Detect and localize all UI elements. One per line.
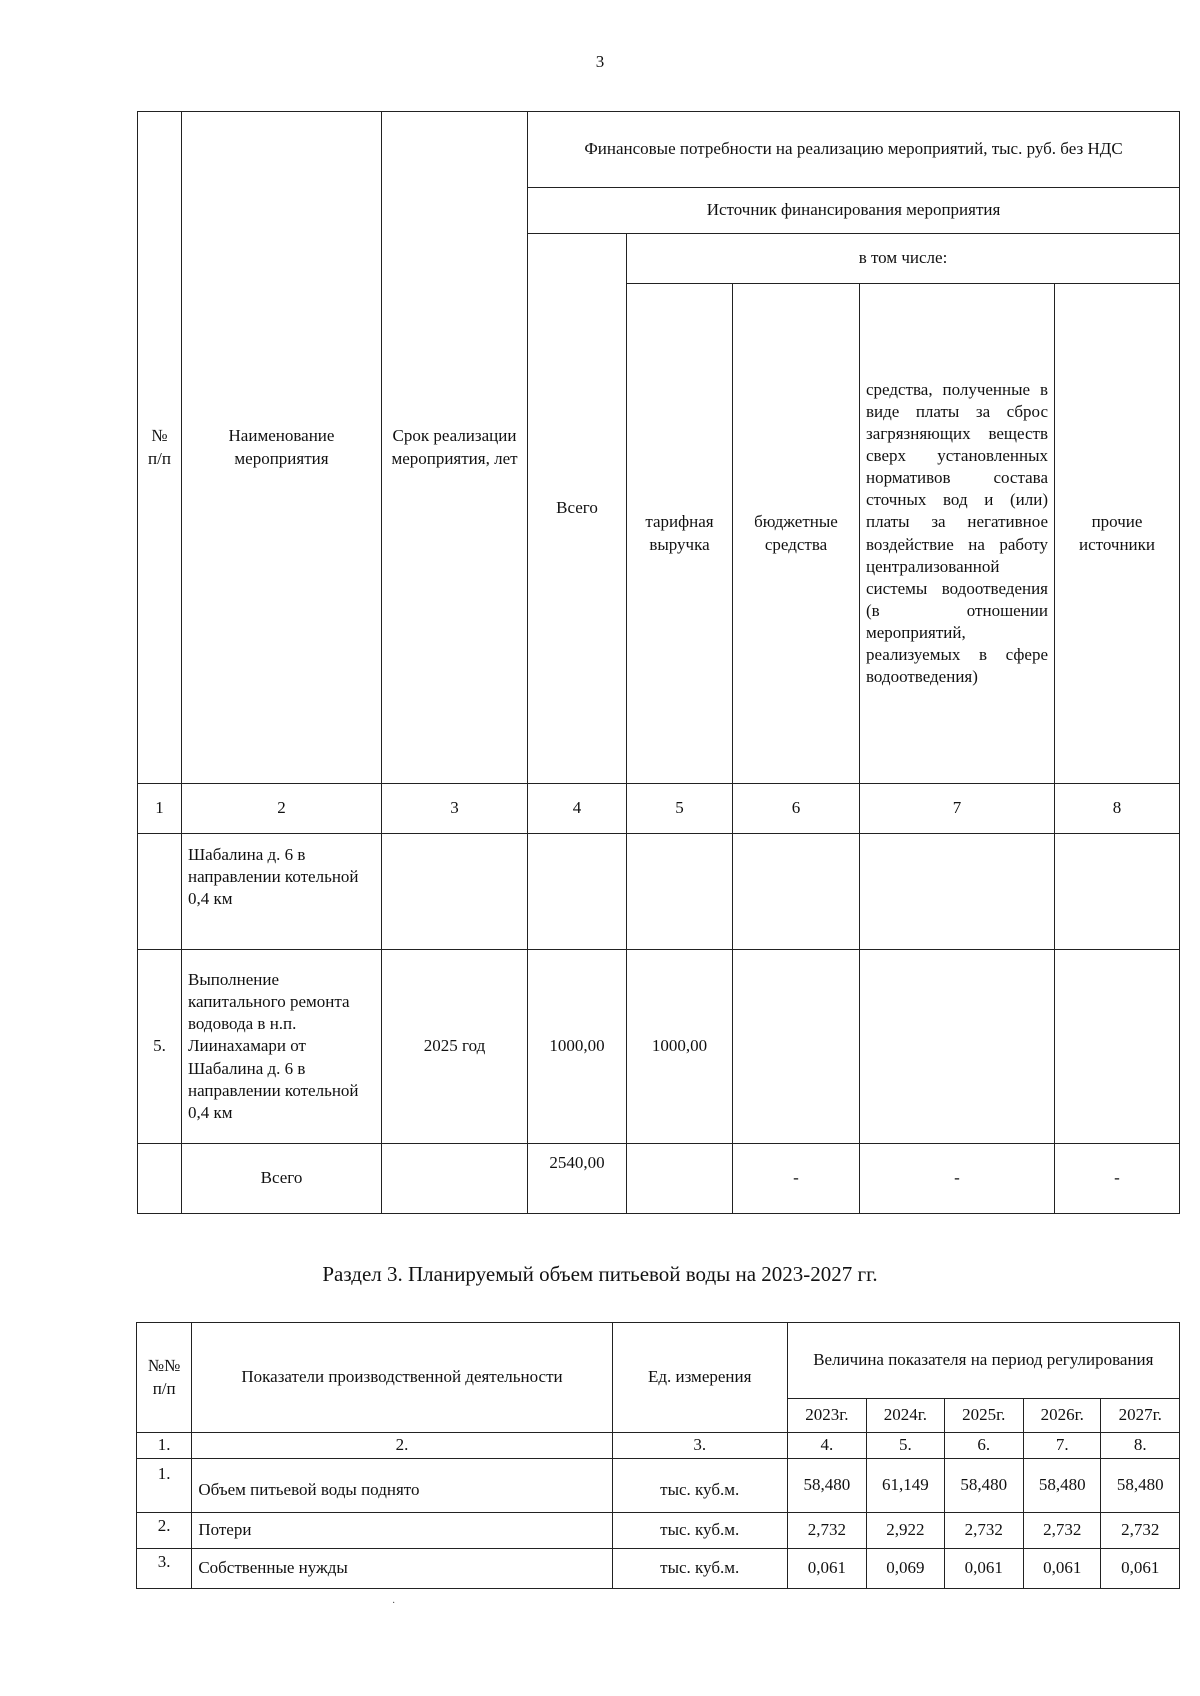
header-name: Наименование мероприятия <box>182 112 382 784</box>
row-name: Выполнение капитального ремонта водовода в н.п. Лиинахамари от Шабалина д. 6 в направлении котельной 0,4 км <box>182 950 382 1144</box>
total-other: - <box>1055 1144 1180 1214</box>
row-term <box>382 834 528 950</box>
row-budget <box>733 834 860 950</box>
t2-header-num: №№ п/п <box>137 1323 192 1433</box>
t2-row-value: 2,732 <box>1101 1513 1180 1549</box>
t2-year: 2027г. <box>1101 1399 1180 1433</box>
row-fees <box>860 950 1055 1144</box>
table-row <box>137 1549 1180 1589</box>
t2-row-value: 2,922 <box>867 1513 944 1549</box>
t2-row-name: Собственные нужды <box>192 1549 612 1589</box>
col-number: 8 <box>1055 784 1180 834</box>
t2-row-value: 58,480 <box>1024 1459 1101 1513</box>
col-number: 1 <box>138 784 182 834</box>
t2-row-value: 0,061 <box>944 1549 1023 1589</box>
t2-col-number: 3. <box>612 1433 787 1459</box>
col-number: 4 <box>528 784 627 834</box>
page-number: 3 <box>595 52 605 71</box>
t2-header-unit: Ед. измерения <box>612 1323 787 1433</box>
t2-col-number: 2. <box>192 1433 612 1459</box>
t2-year: 2024г. <box>867 1399 944 1433</box>
t2-row-value: 61,149 <box>867 1459 944 1513</box>
water-volume-table <box>136 1322 1180 1589</box>
t2-col-number: 8. <box>1101 1433 1180 1459</box>
t2-row-value: 58,480 <box>1101 1459 1180 1513</box>
t2-row-value: 58,480 <box>787 1459 866 1513</box>
section-title: Раздел 3. Планируемый объем питьевой воды на 2023-2027 гг. <box>322 1262 878 1286</box>
t2-row-num: 2. <box>137 1513 192 1549</box>
header-total: Всего <box>528 234 627 784</box>
t2-row-value: 58,480 <box>944 1459 1023 1513</box>
t2-col-number: 6. <box>944 1433 1023 1459</box>
t2-col-number: 4. <box>787 1433 866 1459</box>
t2-row-name: Объем питьевой воды поднято <box>192 1459 612 1513</box>
t2-year: 2026г. <box>1024 1399 1101 1433</box>
finance-table <box>137 111 1180 1214</box>
t2-col-number: 5. <box>867 1433 944 1459</box>
t2-header-value: Величина показателя на период регулирования <box>787 1323 1179 1399</box>
t2-row-value: 0,061 <box>787 1549 866 1589</box>
table-row <box>137 1513 1180 1549</box>
t2-row-unit: тыс. куб.м. <box>612 1459 787 1513</box>
total-label: Всего <box>182 1144 382 1214</box>
t2-year: 2025г. <box>944 1399 1023 1433</box>
t2-column-numbers-row <box>137 1433 1180 1459</box>
t2-header-indicator: Показатели производственной деятельности <box>192 1323 612 1433</box>
t2-row-value: 0,069 <box>867 1549 944 1589</box>
t2-row-value: 2,732 <box>944 1513 1023 1549</box>
t2-year: 2023г. <box>787 1399 866 1433</box>
header-source: Источник финансирования мероприятия <box>528 188 1180 234</box>
row-tariff <box>627 834 733 950</box>
t2-row-num: 1. <box>137 1459 192 1513</box>
col-number: 6 <box>733 784 860 834</box>
header-num: № п/п <box>138 112 182 784</box>
total-row <box>138 1144 1180 1214</box>
t2-row-unit: тыс. куб.м. <box>612 1513 787 1549</box>
scan-speck: · <box>392 1598 396 1609</box>
column-numbers-row <box>138 784 1180 834</box>
header-tariff: тарифная выручка <box>627 284 733 784</box>
row-total <box>528 834 627 950</box>
table-row <box>138 834 1180 950</box>
header-fees: средства, полученные в виде платы за сброс загрязняющих веществ сверх установленных нормативов состава сточных вод и (или) платы за негативное воздействие на работу централизованной системы водоотведения (в отношении мероприятий, реализуемых в сфере водоотведения) <box>860 284 1055 784</box>
t2-row-name: Потери <box>192 1513 612 1549</box>
row-term: 2025 год <box>382 950 528 1144</box>
row-tariff: 1000,00 <box>627 950 733 1144</box>
row-other <box>1055 834 1180 950</box>
total-fees: - <box>860 1144 1055 1214</box>
header-term: Срок реализации мероприятия, лет <box>382 112 528 784</box>
row-name: Шабалина д. 6 в направлении котельной 0,4 км <box>182 834 382 950</box>
col-number: 2 <box>182 784 382 834</box>
total-budget: - <box>733 1144 860 1214</box>
row-fees <box>860 834 1055 950</box>
row-num <box>138 834 182 950</box>
total-value: 2540,00 <box>528 1144 627 1214</box>
row-budget <box>733 950 860 1144</box>
t2-row-num: 3. <box>137 1549 192 1589</box>
header-finance: Финансовые потребности на реализацию мероприятий, тыс. руб. без НДС <box>528 112 1180 188</box>
t2-row-value: 0,061 <box>1101 1549 1180 1589</box>
t2-row-value: 0,061 <box>1024 1549 1101 1589</box>
t2-col-number: 1. <box>137 1433 192 1459</box>
t2-col-number: 7. <box>1024 1433 1101 1459</box>
table-row <box>137 1459 1180 1513</box>
t2-row-value: 2,732 <box>787 1513 866 1549</box>
header-including: в том числе: <box>627 234 1180 284</box>
col-number: 5 <box>627 784 733 834</box>
col-number: 7 <box>860 784 1055 834</box>
header-other: прочие источники <box>1055 284 1180 784</box>
t2-row-value: 2,732 <box>1024 1513 1101 1549</box>
col-number: 3 <box>382 784 528 834</box>
row-num: 5. <box>138 950 182 1144</box>
t2-row-unit: тыс. куб.м. <box>612 1549 787 1589</box>
table-row <box>138 950 1180 1144</box>
row-total: 1000,00 <box>528 950 627 1144</box>
row-other <box>1055 950 1180 1144</box>
header-budget: бюджетные средства <box>733 284 860 784</box>
